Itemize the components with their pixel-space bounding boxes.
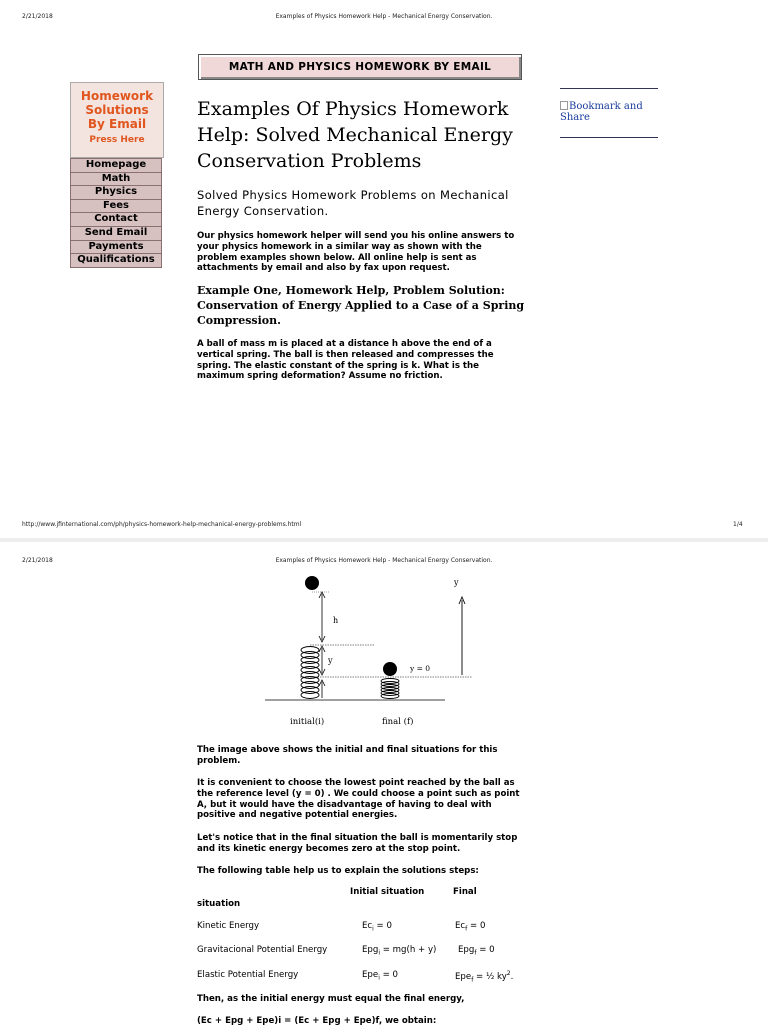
example-heading: Example One, Homework Help, Problem Solution: Conservation of Energy Applied to a Case of a Spring Compression. (197, 284, 525, 327)
row-elastic-final: Epe$_f$ = ½ $ky^2$. (455, 970, 514, 984)
row-kinetic-label: Kinetic Energy (197, 921, 260, 931)
hw-press-here: Press Here (89, 135, 145, 145)
side-nav (70, 158, 162, 268)
row-gravitational-label: Gravitacional Potential Energy (197, 945, 328, 955)
p2-paragraph-5: Then, as the initial energy must equal the final energy, (197, 994, 465, 1004)
footer-url[interactable]: http://www.jfinternational.com/ph/physics-homework-help-mechanical-energy-problems.html (22, 521, 302, 528)
nav-math[interactable]: Math (70, 172, 162, 186)
label-final: final (f) (382, 717, 414, 727)
footer-page-number: 1/4 (733, 521, 743, 528)
nav-contact[interactable]: Contact (70, 212, 162, 226)
print-header-title: Examples of Physics Homework Help - Mechanical Energy Conservation. (275, 13, 493, 20)
col-initial-header: Initial situation (350, 887, 425, 897)
nav-homepage[interactable]: Homepage (70, 158, 162, 172)
print-date-2: 2/21/2018 (22, 557, 53, 564)
print-header-title-2: Examples of Physics Homework Help - Mechanical Energy Conservation. (275, 557, 493, 564)
col-situation-header: situation (197, 899, 241, 909)
hw-line1: Homework (80, 89, 154, 103)
spring-diagram (240, 570, 490, 735)
hw-line3: By Email (87, 117, 147, 131)
label-y0: y = 0 (410, 664, 431, 673)
row-kinetic-final: $Ec_f = 0$ (455, 921, 486, 933)
hw-line2: Solutions (85, 103, 149, 117)
bookmark-share-link[interactable] (560, 88, 658, 138)
initial-spring (301, 647, 319, 699)
row-gravitational-initial: Epg$_i$ = mg(h + y) (362, 945, 437, 957)
label-y-axis: y (454, 578, 459, 587)
p2-paragraph-6: (Ec + Epg + Epe)i = (Ec + Epg + Epe)f, we obtain: (197, 1016, 437, 1026)
homework-solutions-button[interactable] (70, 82, 164, 158)
row-gravitational-final: Epg$_f$ = 0 (458, 945, 495, 957)
p2-paragraph-1: The image above shows the initial and final situations for this problem. (197, 745, 498, 766)
nav-send-email[interactable]: Send Email (70, 226, 162, 240)
row-elastic-label: Elastic Potential Energy (197, 970, 299, 980)
label-h: h (333, 616, 339, 625)
p2-paragraph-4: The following table help us to explain the solutions steps: (197, 866, 479, 876)
print-date: 2/21/2018 (22, 13, 53, 20)
intro-paragraph: Our physics homework helper will send you his online answers to your physics homework in a similar way as shown with the problem examples shown below. All online help is sent as attachments by email and also by fax upon request. (197, 231, 515, 274)
p2-paragraph-2: It is convenient to choose the lowest point reached by the ball as the reference level (y = 0) . We could choose a point such as point A, but it would have the disadvantage of having to deal with positive and negative potential energies. (197, 778, 520, 821)
page-title: Examples Of Physics Homework Help: Solved Mechanical Energy Conservation Problems (197, 98, 513, 172)
bookmark-text: Bookmark and Share (560, 101, 643, 123)
p2-paragraph-3: Let's notice that in the final situation the ball is momentarily stop and its kinetic energy becomes zero at the stop point. (197, 833, 518, 854)
page-divider (0, 538, 768, 542)
final-spring (381, 679, 399, 699)
label-y: y (328, 656, 333, 665)
broken-image-icon (560, 101, 568, 110)
label-initial: initial(i) (290, 717, 325, 727)
initial-ball (305, 576, 319, 590)
nav-payments[interactable]: Payments (70, 240, 162, 254)
banner-text: MATH AND PHYSICS HOMEWORK BY EMAIL (228, 61, 492, 73)
row-kinetic-initial: $Ec_i = 0$ (362, 921, 392, 933)
site-banner[interactable] (198, 54, 522, 80)
col-final-header: Final (453, 887, 477, 897)
problem-statement: A ball of mass m is placed at a distance h above the end of a vertical spring. The ball is then released and compresses the spring. The elastic constant of the spring is k. What is the maximum spring deformation? Assume no friction. (197, 339, 494, 382)
row-elastic-initial: Epe$_i$ = 0 (362, 970, 398, 982)
nav-qualifications[interactable]: Qualifications (70, 253, 162, 268)
nav-fees[interactable]: Fees (70, 199, 162, 213)
page-subtitle: Solved Physics Homework Problems on Mechanical Energy Conservation. (197, 188, 509, 218)
nav-physics[interactable]: Physics (70, 185, 162, 199)
final-ball (383, 662, 397, 676)
